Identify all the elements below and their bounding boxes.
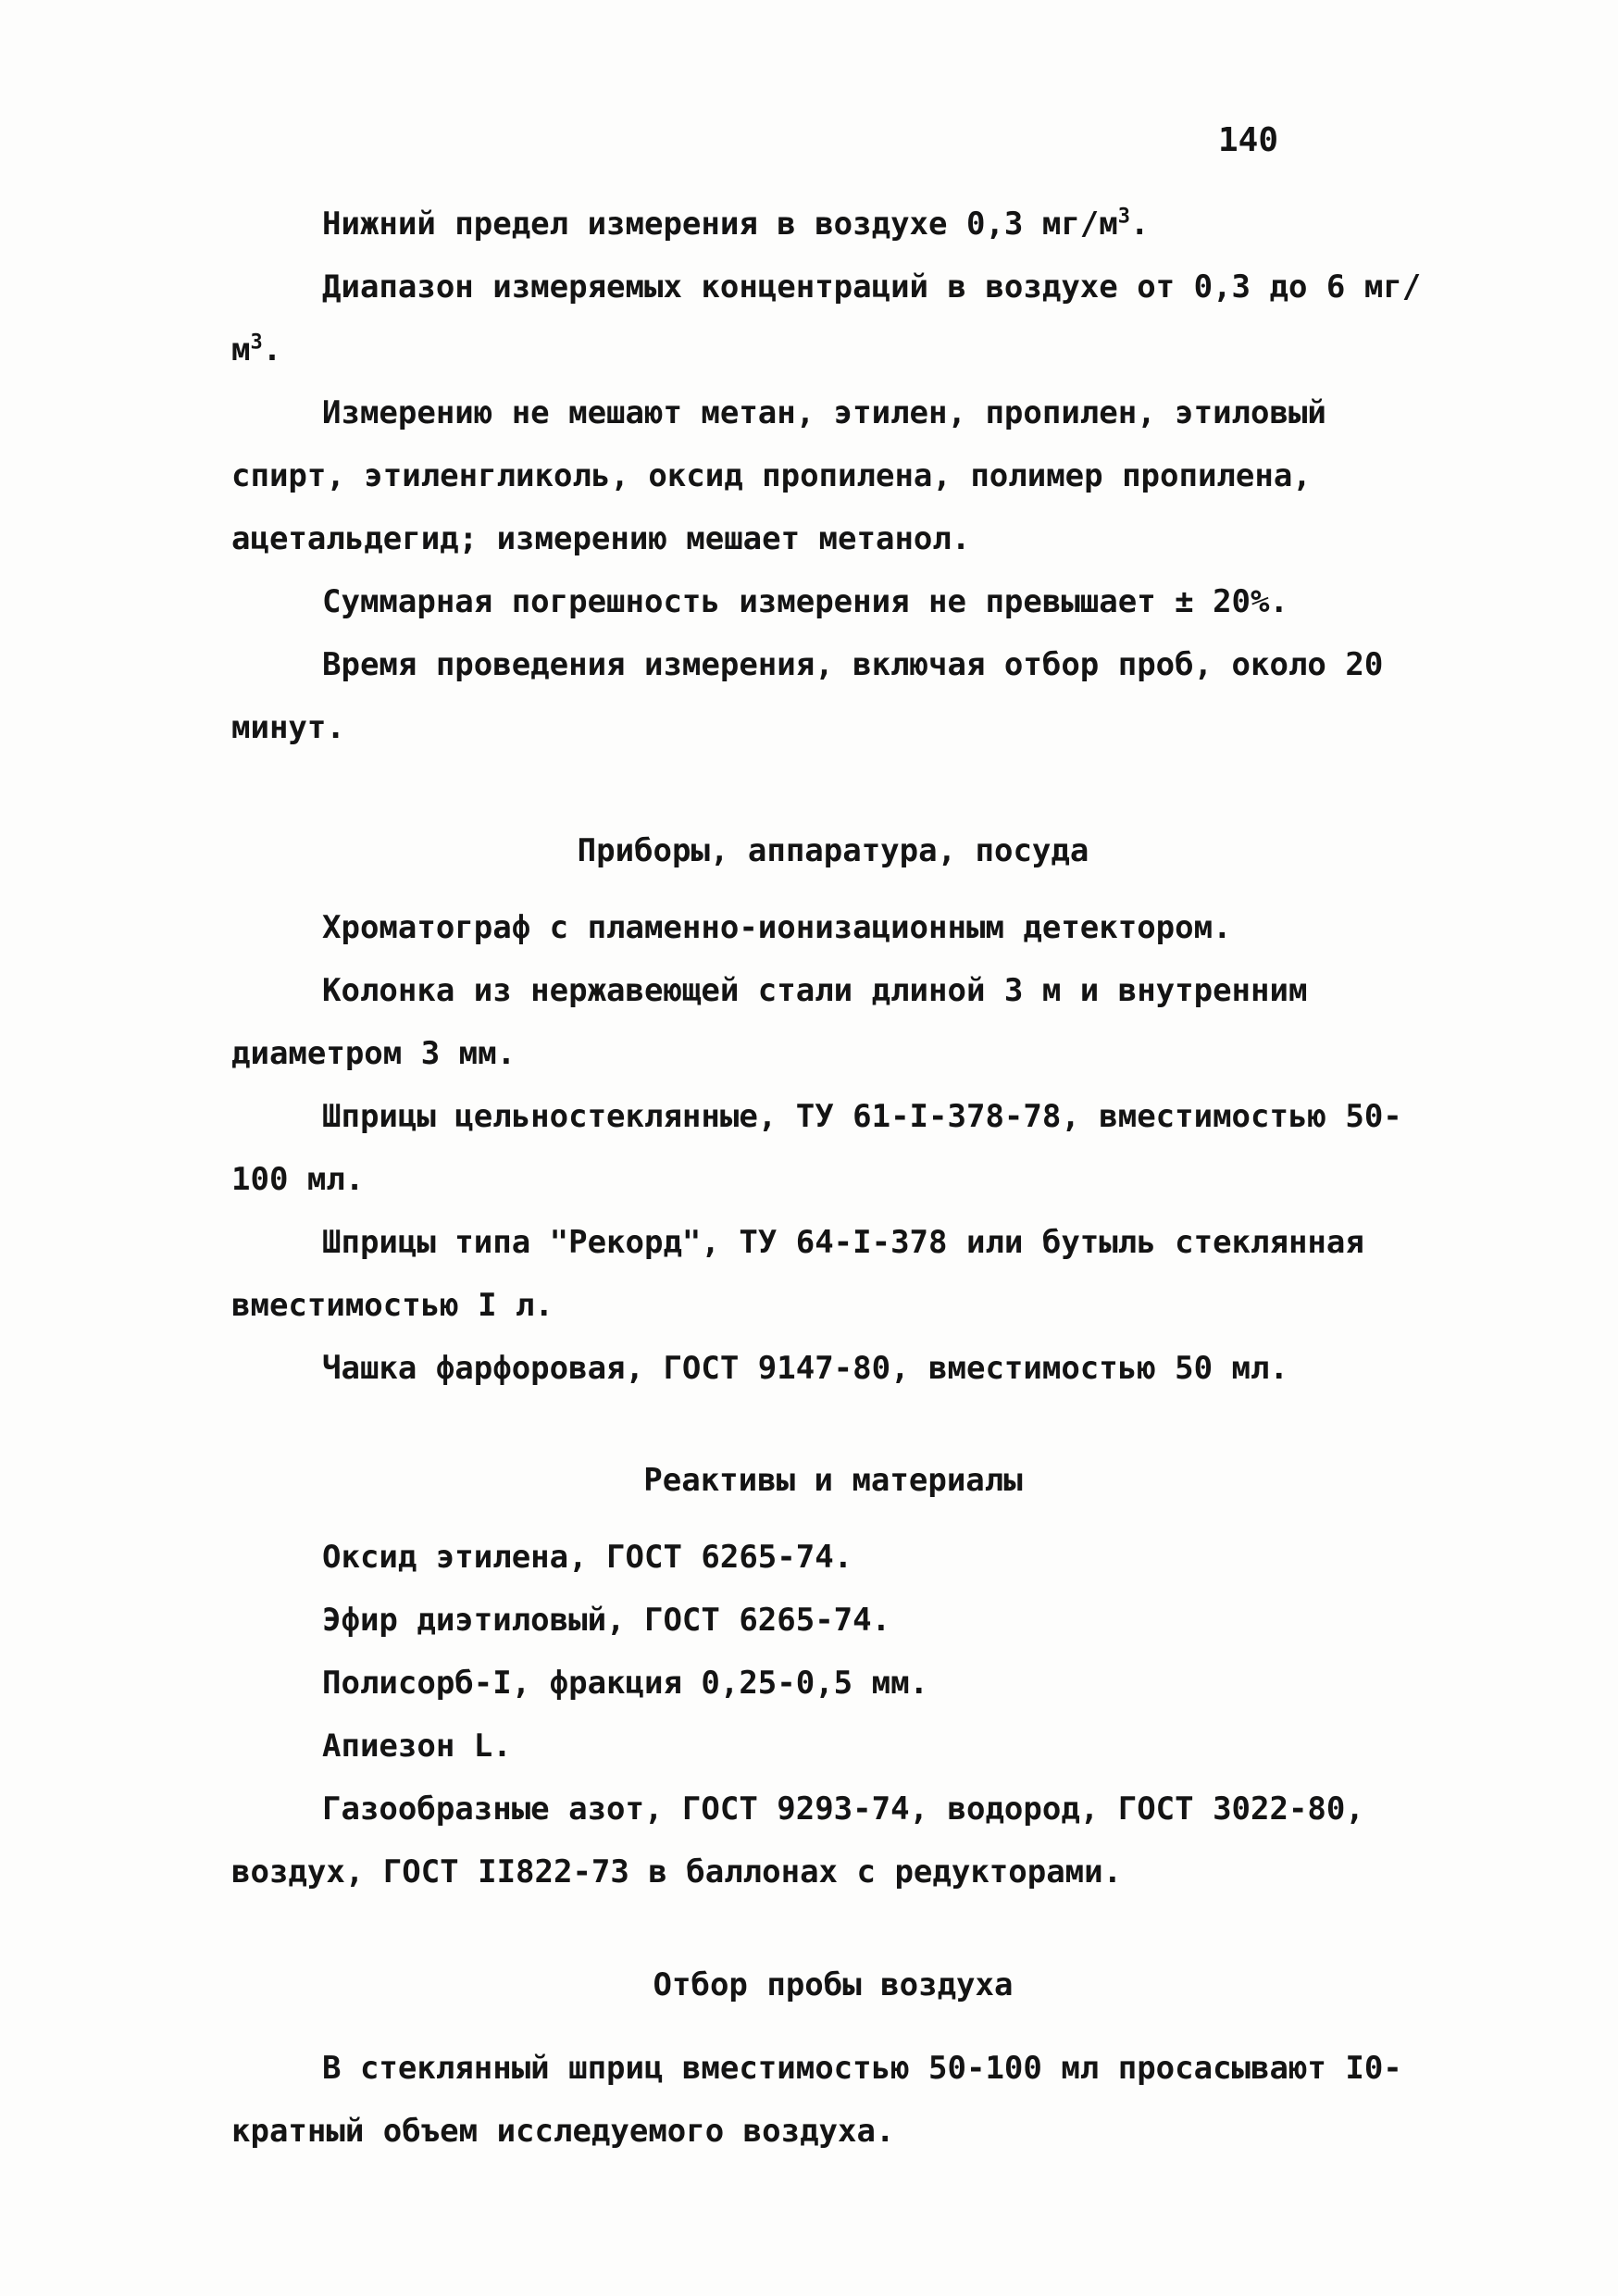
range-text: Диапазон измеряемых концентраций в воздухе от 0,3 до 6 мг/м bbox=[231, 268, 1422, 368]
reagents-heading: Реактивы и материалы bbox=[643, 1462, 1023, 1499]
list-item: Газообразные азот, ГОСТ 9293-74, водород, ГОСТ 3022-80, воздух, ГОСТ II822-73 в баллонах с редукторами. bbox=[231, 1791, 1364, 1890]
list-item: Полисорб-I, фракция 0,25-0,5 мм. bbox=[322, 1665, 929, 1702]
lower-limit-text: Нижний предел измерения в воздухе 0,3 мг/м bbox=[322, 206, 1118, 243]
list-item: Эфир диэтиловый, ГОСТ 6265-74. bbox=[322, 1602, 891, 1639]
page-number: 140 bbox=[1218, 121, 1279, 159]
range-paragraph bbox=[231, 256, 1435, 381]
list-item: Апиезон L. bbox=[322, 1728, 512, 1765]
instruments-heading: Приборы, аппаратура, посуда bbox=[577, 832, 1089, 869]
reagents-list bbox=[231, 1526, 1435, 1903]
sampling-heading: Отбор пробы воздуха bbox=[653, 1966, 1014, 2003]
superscript-3: 3 bbox=[1117, 205, 1130, 229]
error-paragraph: Суммарная погрешность измерения не превышает ± 20%. bbox=[322, 583, 1288, 620]
list-item: Шприцы цельностеклянные, ТУ 61-I-378-78, вместимостью 50-100 мл. bbox=[231, 1098, 1402, 1198]
list-item: Чашка фарфоровая, ГОСТ 9147-80, вместимостью 50 мл. bbox=[322, 1350, 1288, 1387]
list-item: Оксид этилена, ГОСТ 6265-74. bbox=[322, 1539, 853, 1576]
list-item: Хроматограф с пламенно-ионизационным детектором. bbox=[322, 909, 1232, 946]
list-item: Шприцы типа "Рекорд", ТУ 64-I-378 или бутыль стеклянная вместимостью I л. bbox=[231, 1224, 1364, 1324]
sampling-block bbox=[231, 2037, 1435, 2163]
sampling-paragraph: В стеклянный шприц вместимостью 50-100 мл просасывают I0-кратный объем исследуемого воздуха. bbox=[231, 2050, 1402, 2150]
list-item: Колонка из нержавеющей стали длиной 3 м и внутренним диаметром 3 мм. bbox=[231, 972, 1308, 1072]
lower-limit-paragraph bbox=[231, 193, 1435, 256]
period: . bbox=[262, 331, 282, 368]
intro-block bbox=[231, 193, 1435, 759]
superscript-3: 3 bbox=[250, 331, 263, 355]
interference-paragraph: Измерению не мешают метан, этилен, пропилен, этиловый спирт, этиленгликоль, оксид пропилена, полимер пропилена, ацетальдегид; измерению мешает метанол. bbox=[231, 394, 1326, 557]
instruments-list bbox=[231, 896, 1435, 1400]
time-paragraph: Время проведения измерения, включая отбор проб, около 20 минут. bbox=[231, 646, 1384, 746]
period: . bbox=[1129, 206, 1150, 243]
